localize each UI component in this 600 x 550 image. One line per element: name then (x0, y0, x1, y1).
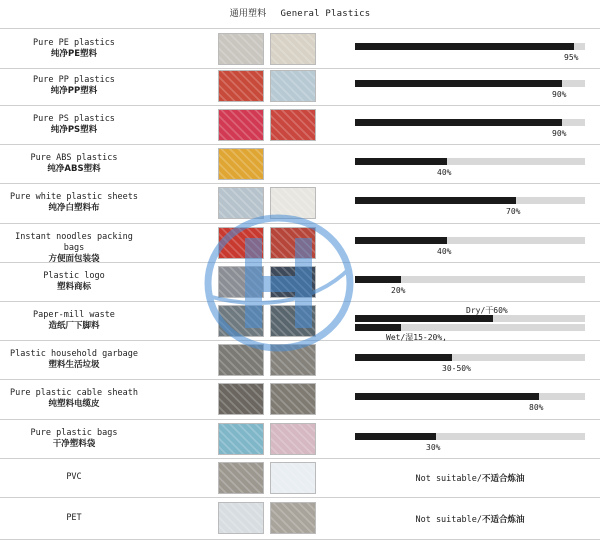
sample-photo (270, 423, 316, 455)
sample-photo (270, 383, 316, 415)
row-label-en: Pure PS plastics (33, 114, 115, 124)
sample-photo (218, 109, 264, 141)
sample-photo (218, 462, 264, 494)
row-label-en: PVC (66, 472, 82, 482)
note-cn: 不适合炼油 (482, 515, 525, 525)
row-label (4, 310, 144, 332)
yield-label: 20% (391, 286, 406, 295)
yield-label: 30% (426, 443, 441, 452)
yield-bar-track (355, 80, 585, 87)
sample-photo (270, 187, 316, 219)
yield-label: 80% (529, 403, 544, 412)
not-suitable-note (355, 472, 585, 484)
not-suitable-note (355, 513, 585, 525)
yield-label-dry: Dry/干60% (466, 306, 508, 315)
row-label (4, 472, 144, 483)
yield-label: 90% (552, 90, 567, 99)
yield-bar-track (355, 197, 585, 204)
sample-photo (218, 227, 264, 259)
yield-bar (355, 276, 401, 283)
note-en: Not suitable/ (415, 515, 482, 525)
yield-label-wet: Wet/湿15-20%, (386, 333, 447, 342)
table-row (0, 379, 600, 420)
row-label (4, 38, 144, 60)
row-label (4, 428, 144, 450)
row-label-en: Pure ABS plastics (30, 153, 118, 163)
title-cn: 通用塑料 (229, 9, 267, 19)
yield-bar (355, 354, 452, 361)
yield-bar-track (355, 324, 585, 331)
row-label-cn: 造纸厂下脚料 (48, 321, 100, 331)
sample-photo (218, 148, 264, 180)
sample-photo (218, 383, 264, 415)
row-label (4, 271, 144, 293)
yield-label: 95% (564, 53, 579, 62)
row-label (4, 75, 144, 97)
table-row (0, 301, 600, 341)
table-row (0, 419, 600, 459)
row-label-cn: 纯净白塑料布 (48, 203, 100, 213)
row-label (4, 513, 144, 524)
sample-photo (218, 70, 264, 102)
yield-bar-track (355, 276, 585, 283)
row-label (4, 192, 144, 214)
row-label-en: Plastic household garbage (10, 349, 138, 359)
yield-bar (355, 119, 562, 126)
row-label-en: Pure plastic bags (30, 428, 118, 438)
sample-photo (218, 423, 264, 455)
yield-label: 70% (506, 207, 521, 216)
yield-bar (355, 237, 447, 244)
sample-photo (270, 462, 316, 494)
row-label-cn: 塑料商标 (56, 282, 91, 292)
table-row (0, 183, 600, 224)
table-row (0, 144, 600, 184)
yield-bar-dry (355, 315, 493, 322)
row-label-cn: 纯净PE塑料 (50, 49, 98, 59)
yield-bar (355, 393, 539, 400)
sample-photo (270, 109, 316, 141)
sample-photo (218, 266, 264, 298)
note-cn: 不适合炼油 (482, 474, 525, 484)
sample-photo (270, 33, 316, 65)
sample-photo (270, 70, 316, 102)
row-label (4, 349, 144, 371)
yield-bar (355, 433, 436, 440)
table-row (0, 105, 600, 145)
row-label (4, 388, 144, 410)
table-row (0, 67, 600, 106)
yield-bar-track (355, 315, 585, 322)
yield-bar-track (355, 158, 585, 165)
row-label-cn: 纯净PS塑料 (50, 125, 98, 135)
yield-label: 40% (437, 247, 452, 256)
yield-bar-track (355, 43, 585, 50)
row-label-en: Paper-mill waste (33, 310, 115, 320)
yield-bar-track (355, 393, 585, 400)
yield-bar (355, 43, 574, 50)
yield-bar-wet (355, 324, 401, 331)
sample-photo (218, 33, 264, 65)
yield-bar-track (355, 354, 585, 361)
table-row (0, 28, 600, 69)
title-en: General Plastics (280, 9, 371, 19)
row-label-en: Pure PP plastics (33, 75, 115, 85)
row-label-cn: 纯净ABS塑料 (47, 164, 101, 174)
row-label (4, 114, 144, 136)
yield-bar-track (355, 433, 585, 440)
table-row (0, 458, 600, 498)
table-row (0, 262, 600, 302)
table-row (0, 497, 600, 540)
yield-bar-track (355, 119, 585, 126)
row-label-cn: 纯塑料电缆皮 (48, 399, 100, 409)
table-row (0, 340, 600, 380)
row-label-en: Instant noodles packing bags (15, 232, 133, 253)
row-label (4, 232, 144, 265)
yield-label: 30-50% (442, 364, 471, 373)
row-label-en: Pure plastic cable sheath (10, 388, 138, 398)
yield-bar (355, 80, 562, 87)
yield-bar (355, 197, 516, 204)
note-en: Not suitable/ (415, 474, 482, 484)
sample-photo (218, 305, 264, 337)
row-label-en: Plastic logo (43, 271, 105, 281)
row-label-cn: 干净塑料袋 (52, 439, 96, 449)
sample-photo (270, 305, 316, 337)
table-row (0, 223, 600, 263)
sample-photo (270, 344, 316, 376)
page-title (0, 6, 600, 19)
row-label-cn: 塑料生活垃圾 (48, 360, 100, 370)
sample-photo (270, 227, 316, 259)
row-label-en: Pure white plastic sheets (10, 192, 138, 202)
row-label-en: PET (66, 513, 82, 523)
sample-photo (218, 502, 264, 534)
yield-label: 40% (437, 168, 452, 177)
sample-photo (270, 266, 316, 298)
sample-photo (218, 344, 264, 376)
sample-photo (218, 187, 264, 219)
yield-bar-track (355, 237, 585, 244)
row-label (4, 153, 144, 175)
yield-bar (355, 158, 447, 165)
row-label-cn: 纯净PP塑料 (50, 86, 98, 96)
sample-photo (270, 502, 316, 534)
row-label-en: Pure PE plastics (33, 38, 115, 48)
row-label-cn: 方便面包装袋 (48, 254, 100, 264)
yield-label: 90% (552, 129, 567, 138)
